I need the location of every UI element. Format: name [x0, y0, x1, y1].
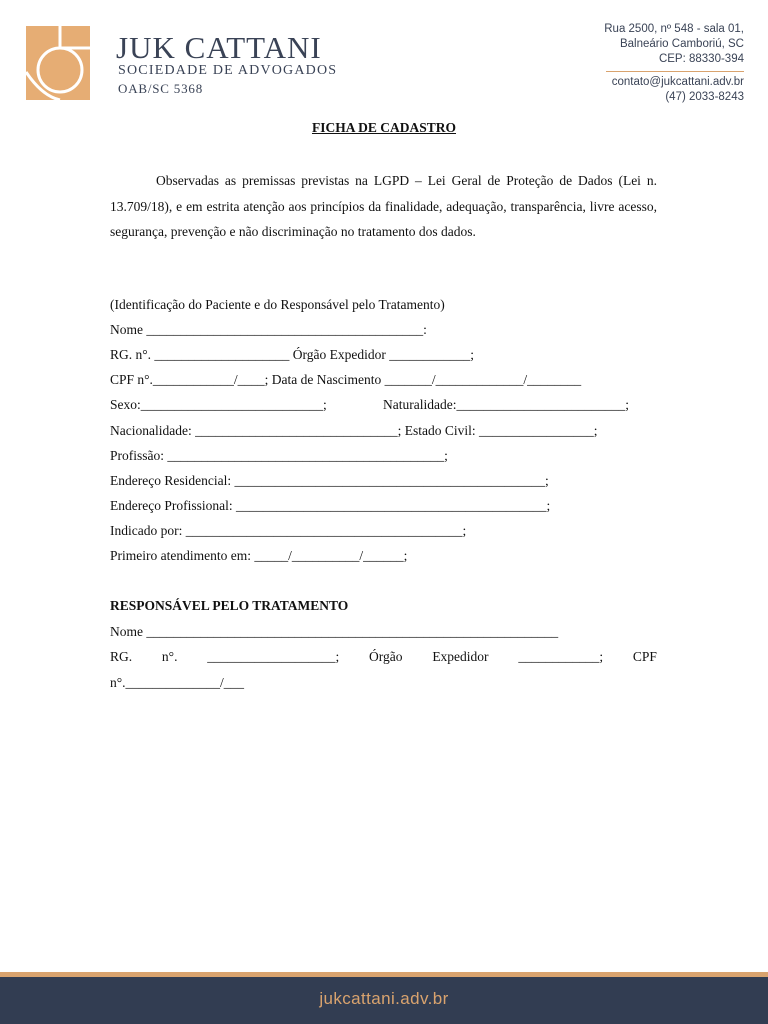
- firm-oab-number: OAB/SC 5368: [118, 81, 204, 96]
- intro-paragraph: Observadas as premissas previstas na LGPD – Lei Geral de Proteção de Dados (Lei n. 13.709/18), e em estrita atenção aos princípios da finalidade, adequação, transparência, livre acesso, segurança, prevenção e não discriminação no tratamento dos dados.: [110, 173, 657, 239]
- address-line-2: Balneário Camboriú, SC: [619, 38, 744, 50]
- field-nacionalidade-estado-civil: Nacionalidade: ______________________________; Estado Civil: _________________;: [110, 423, 598, 438]
- contact-email: contato@jukcattani.adv.br: [611, 76, 744, 88]
- document-title: FICHA DE CADASTRO: [311, 120, 457, 135]
- responsible-field-nome: Nome _____________________________________________________________: [110, 624, 559, 639]
- responsible-field-cpf: n°.______________/___: [110, 675, 245, 690]
- responsible-section-title: RESPONSÁVEL PELO TRATAMENTO: [110, 598, 349, 613]
- field-sexo: Sexo:___________________________;: [110, 397, 327, 412]
- firm-name: JUK CATTANI: [116, 30, 322, 65]
- rg-blank: ___________________;: [207, 649, 340, 664]
- field-endereco-profissional: Endereço Profissional: ______________________________________________;: [110, 498, 551, 513]
- address-line-1: Rua 2500, nº 548 - sala 01,: [604, 23, 744, 35]
- contact-block: [604, 22, 744, 105]
- field-indicado-por: Indicado por: _________________________________________;: [110, 523, 467, 538]
- expedidor-blank: ____________;: [518, 649, 604, 664]
- cpf-word: CPF: [632, 649, 657, 664]
- orgao-word: Órgão: [369, 649, 403, 664]
- expedidor-word: Expedidor: [432, 649, 489, 664]
- field-cpf-nascimento: CPF n°.____________/____; Data de Nascimento _______/_____________/________: [110, 372, 582, 387]
- patient-section-label: (Identificação do Paciente e do Responsável pelo Tratamento): [110, 297, 445, 312]
- rg-word: RG.: [110, 649, 133, 664]
- footer: [0, 977, 768, 1024]
- field-primeiro-atendimento: Primeiro atendimento em: _____/__________/______;: [110, 548, 408, 563]
- field-nome: Nome _________________________________________:: [110, 322, 427, 337]
- letterhead: [0, 0, 768, 110]
- firm-logo-icon: [26, 26, 90, 100]
- firm-subtitle: SOCIEDADE DE ADVOGADOS: [118, 63, 338, 78]
- field-endereco-residencial: Endereço Residencial: ______________________________________________;: [110, 473, 549, 488]
- responsible-field-rg-row: [110, 648, 657, 666]
- contact-phone: (47) 2033-8243: [665, 91, 744, 103]
- field-profissao: Profissão: _________________________________________;: [110, 448, 448, 463]
- contact-divider: [606, 71, 744, 72]
- address-cep: CEP: 88330-394: [658, 53, 744, 65]
- field-rg: RG. n°. ____________________ Órgão Expedidor ____________;: [110, 347, 475, 362]
- rg-no-word: n°.: [161, 649, 178, 664]
- footer-website: jukcattani.adv.br: [319, 989, 449, 1008]
- field-naturalidade: Naturalidade:_________________________;: [383, 397, 629, 412]
